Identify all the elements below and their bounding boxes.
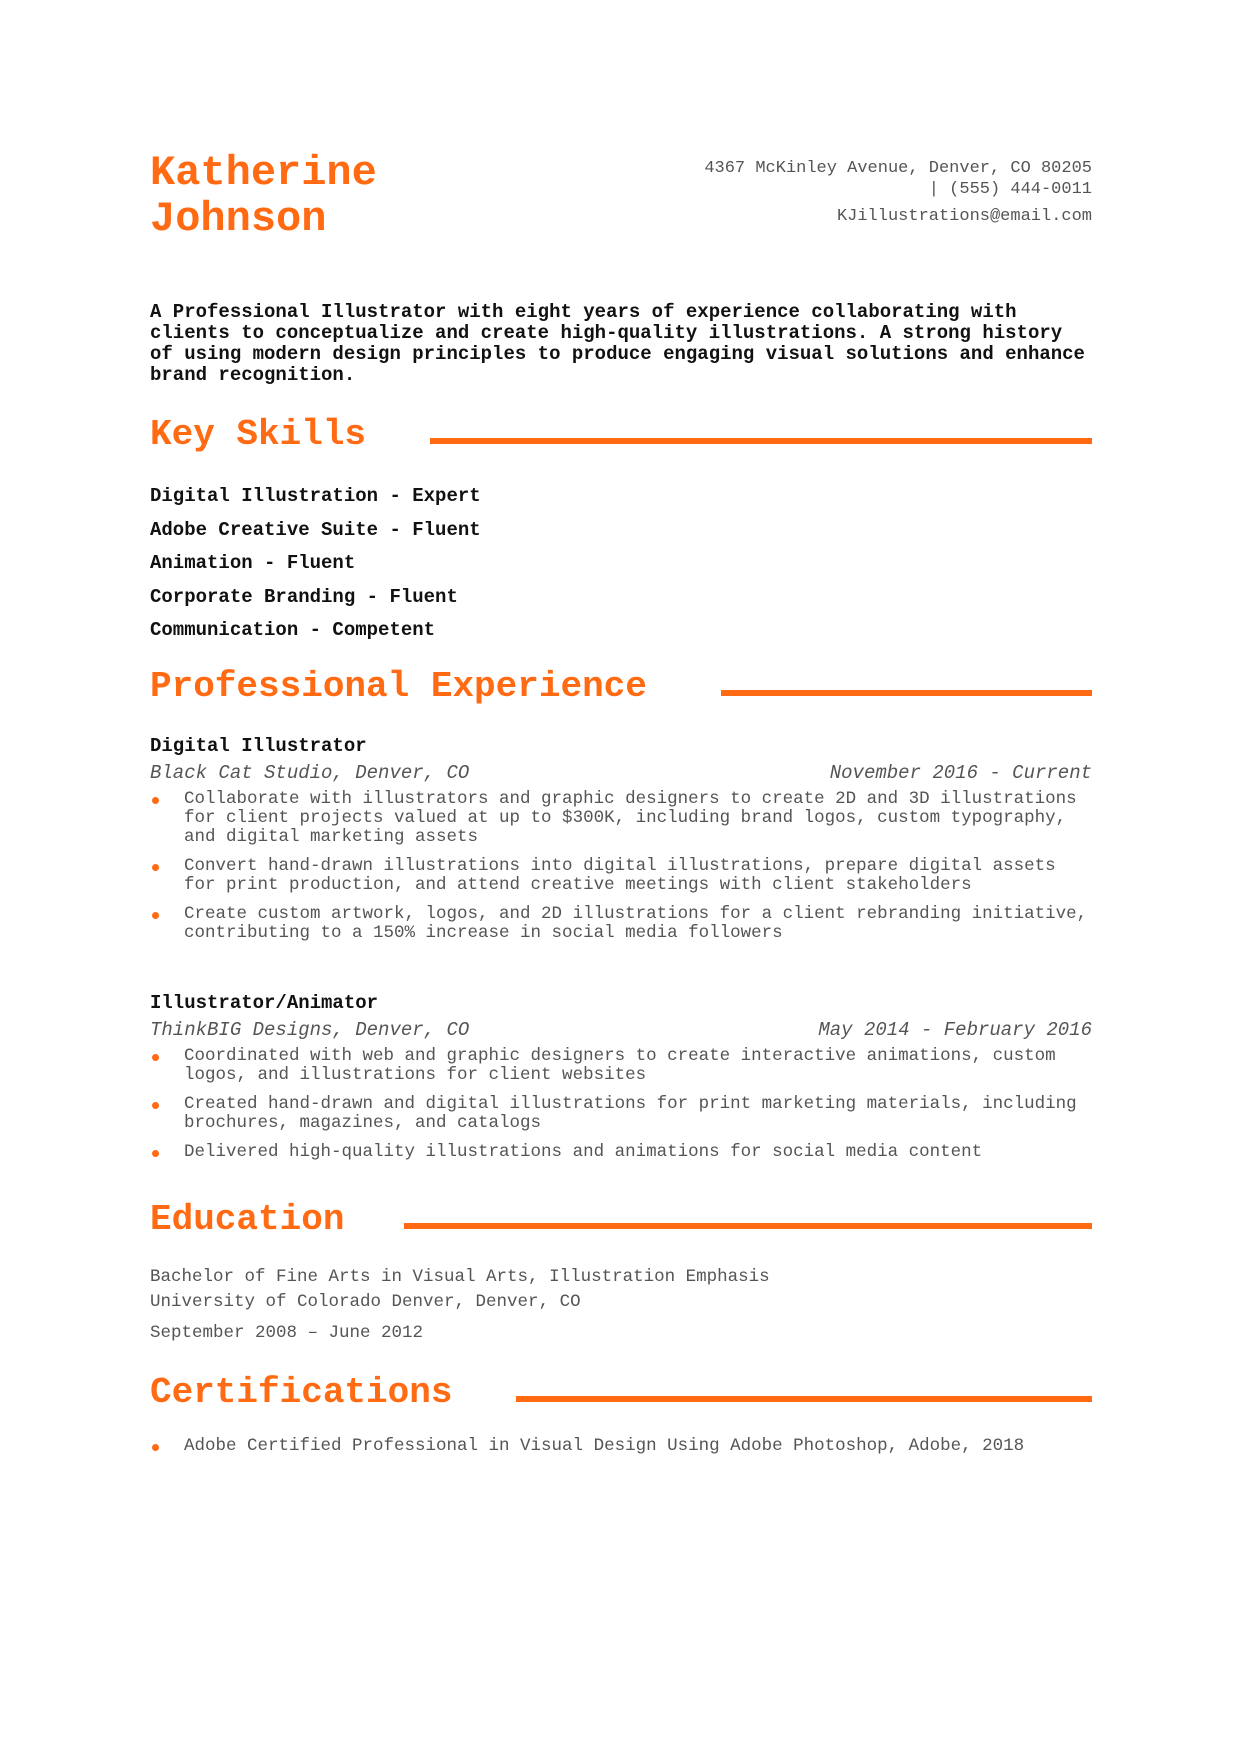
education-dates: September 2008 – June 2012 xyxy=(150,1323,424,1343)
job-entry xyxy=(150,991,1092,1172)
contact-address: 4367 McKinley Avenue, Denver, CO 80205 xyxy=(704,159,1092,178)
section-header-education xyxy=(150,1198,1092,1248)
name-first: Katherine xyxy=(150,149,377,197)
section-title-experience: Professional Experience xyxy=(150,666,647,707)
section-divider xyxy=(516,1396,1092,1402)
section-divider xyxy=(430,438,1092,444)
section-title-skills: Key Skills xyxy=(150,414,367,455)
resume-page xyxy=(150,0,1092,1754)
education-degree: Bachelor of Fine Arts in Visual Arts, Illustration Emphasis xyxy=(150,1267,770,1287)
bullet-text: Created hand-drawn and digital illustrations for print marketing materials, including brochures, magazines, and catalogs xyxy=(184,1094,1077,1133)
list-item xyxy=(150,1095,1092,1133)
bullet-text: Collaborate with illustrators and graphic designers to create 2D and 3D illustrations for client projects valued at up to $300K, including brand logos, custom typography, and digital marketing assets xyxy=(184,789,1077,847)
job-company: Black Cat Studio, Denver, CO xyxy=(150,762,470,784)
list-item xyxy=(150,905,1092,943)
section-header-certifications xyxy=(150,1371,1092,1421)
certifications-list xyxy=(150,1437,1092,1466)
bullet-text: Delivered high-quality illustrations and animations for social media content xyxy=(184,1142,983,1162)
list-item xyxy=(150,1437,1092,1456)
section-divider xyxy=(404,1223,1092,1229)
resume-header xyxy=(150,150,1092,250)
skill-item: Digital Illustration - Expert xyxy=(150,485,481,507)
section-header-experience xyxy=(150,665,1092,715)
list-item xyxy=(150,1047,1092,1085)
list-item xyxy=(150,790,1092,847)
candidate-name xyxy=(150,150,377,242)
bullet-text: Convert hand-drawn illustrations into digital illustrations, prepare digital assets for print production, and attend creative meetings with client stakeholders xyxy=(184,856,1056,895)
job-meta xyxy=(150,1017,1092,1047)
cert-text: Adobe Certified Professional in Visual Design Using Adobe Photoshop, Adobe, 2018 xyxy=(184,1436,1025,1456)
job-meta xyxy=(150,760,1092,790)
bullet-icon xyxy=(152,1444,159,1451)
education-entry xyxy=(150,1265,1092,1346)
section-header-skills xyxy=(150,413,1092,463)
skill-item: Corporate Branding - Fluent xyxy=(150,585,458,608)
skills-list xyxy=(150,480,750,648)
skill-item: Communication - Competent xyxy=(150,619,436,641)
job-company: ThinkBIG Designs, Denver, CO xyxy=(150,1019,470,1041)
job-bullets xyxy=(150,1047,1092,1162)
contact-info xyxy=(632,158,1092,227)
list-item xyxy=(150,1143,1092,1162)
contact-email: KJillustrations@email.com xyxy=(836,207,1092,226)
name-last: Johnson xyxy=(150,195,327,243)
job-dates: November 2016 - Current xyxy=(829,762,1092,784)
job-entry xyxy=(150,734,1092,953)
job-bullets xyxy=(150,790,1092,943)
section-title-certifications: Certifications xyxy=(150,1372,453,1413)
bullet-text: Create custom artwork, logos, and 2D illustrations for a client rebranding initiative, contributing to a 150% increase in social media followers xyxy=(184,904,1088,943)
section-title-education: Education xyxy=(150,1199,345,1240)
education-school: University of Colorado Denver, Denver, CO xyxy=(150,1292,581,1312)
list-item xyxy=(150,857,1092,895)
cert-bullets xyxy=(150,1437,1092,1456)
section-divider xyxy=(721,690,1092,696)
bullet-icon xyxy=(152,797,159,804)
professional-summary: A Professional Illustrator with eight years of experience collaborating with clients to conceptualize and create high-quality illustrations. A strong history of using modern design principles to produce engaging visual solutions and enhance brand recognition. xyxy=(150,301,1085,386)
bullet-icon xyxy=(152,1150,159,1157)
bullet-icon xyxy=(152,864,159,871)
job-title: Illustrator/Animator xyxy=(150,992,379,1014)
skill-item: Adobe Creative Suite - Fluent xyxy=(150,518,481,541)
bullet-icon xyxy=(152,912,159,919)
bullet-icon xyxy=(152,1102,159,1109)
job-dates: May 2014 - February 2016 xyxy=(818,1019,1092,1041)
contact-phone: | (555) 444-0011 xyxy=(928,180,1092,199)
bullet-text: Coordinated with web and graphic designers to create interactive animations, custom logos, and illustrations for client websites xyxy=(184,1046,1056,1085)
job-title: Digital Illustrator xyxy=(150,735,367,757)
skill-item: Animation - Fluent xyxy=(150,552,356,574)
bullet-icon xyxy=(152,1054,159,1061)
